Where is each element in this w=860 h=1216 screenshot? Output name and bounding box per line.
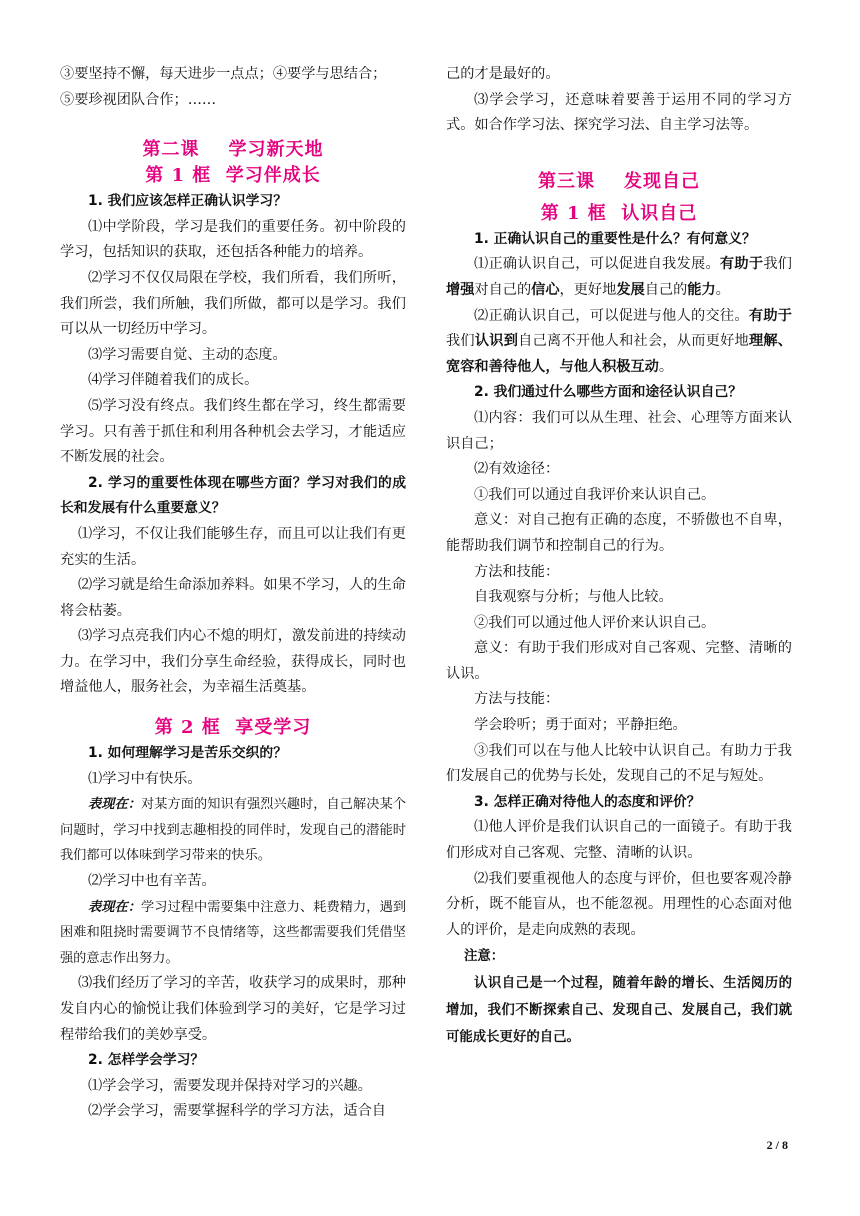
bold-span: 信心 bbox=[531, 281, 560, 298]
text-span: 。 bbox=[715, 281, 730, 298]
example-label: 表现在： bbox=[88, 797, 142, 813]
answer-paragraph: ⑶我们经历了学习的辛苦，收获学习的成果时，那种发自内心的愉悦让我们体验到学习的美好，它是学习过程带给我们的美妙享受。 bbox=[60, 975, 406, 1043]
bold-span: 增强 bbox=[446, 281, 475, 298]
text-span: ，更好地 bbox=[559, 281, 617, 298]
question-heading: 1. 如何理解学习是苦乐交织的？ bbox=[88, 745, 288, 762]
intro-line-2: ⑤要珍视团队合作；…… bbox=[60, 91, 217, 108]
right-column bbox=[446, 62, 792, 1051]
example-text: 对某方面的知识有强烈兴趣时，自己解决某个问题时，学习中找到志趣相投的同伴时，发现自己的潜能时我们都可以体味到学习带来的快乐。 bbox=[60, 797, 407, 864]
answer-paragraph: 方法与技能： bbox=[474, 691, 560, 708]
answer-paragraph: ⑶学习需要自觉、主动的态度。 bbox=[88, 346, 287, 363]
answer-paragraph: ⑴他人评价是我们认识自己的一面镜子。有助于我们形成对自己客观、完整、清晰的认识。 bbox=[446, 819, 792, 862]
answer-paragraph: ⑶学会学习，还意味着要善于运用不同的学习方式。如合作学习法、探究学习法、自主学习法等。 bbox=[446, 91, 792, 134]
text-span: ⑵正确认识自己，可以促进与他人的交往。 bbox=[474, 307, 749, 324]
answer-paragraph bbox=[446, 252, 792, 303]
answer-paragraph: ⑷学习伴随着我们的成长。 bbox=[88, 372, 259, 389]
left-column bbox=[60, 62, 406, 1125]
answer-paragraph: ⑵学会学习，需要掌握科学的学习方法，适合自 bbox=[88, 1103, 386, 1120]
answer-paragraph: ⑴学会学习，需要发现并保持对学习的兴趣。 bbox=[88, 1077, 372, 1094]
bold-span: 有助于 bbox=[748, 307, 792, 324]
answer-paragraph: ①我们可以通过自我评价来认识自己。 bbox=[474, 486, 716, 503]
answer-paragraph: ⑵我们要重视他人的态度与评价，但也要客观冷静分析，既不能盲从，也不能忽视。用理性的心态面对他人的评价，是走向成熟的表现。 bbox=[446, 870, 792, 938]
question-heading: 2. 怎样学会学习？ bbox=[88, 1052, 205, 1069]
text-span: 对自己的 bbox=[474, 281, 532, 298]
example-paragraph bbox=[60, 895, 406, 972]
bold-span: 理解、宽容和善待他人，与他人积极互动 bbox=[446, 333, 792, 375]
answer-paragraph: ⑴中学阶段，学习是我们的重要任务。初中阶段的学习，包括知识的获取，还包括各种能力的培养。 bbox=[60, 218, 406, 261]
answer-paragraph bbox=[446, 304, 792, 381]
lesson-3-title: 第三课 发现自己 bbox=[537, 170, 701, 192]
note-label: 注意： bbox=[464, 949, 505, 965]
answer-paragraph: ⑸学习没有终点。我们终生都在学习，终生都需要学习。只有善于抓住和利用各种机会去学习，才能适应不断发展的社会。 bbox=[60, 397, 406, 466]
answer-paragraph: ⑴学习，不仅让我们能够生存，而且可以让我们有更充实的生活。 bbox=[60, 525, 406, 568]
text-span: ⑴正确认识自己，可以促进自我发展。 bbox=[474, 256, 720, 273]
text-span: 自己离不开他人和社会，从而更好地 bbox=[518, 333, 749, 350]
answer-paragraph: 意义：有助于我们形成对自己客观、完整、清晰的认识。 bbox=[446, 640, 792, 682]
answer-paragraph: ⑵学习不仅仅局限在学校，我们所看，我们所听，我们所尝，我们所触，我们所做，都可以是学习。我们可以从一切经历中学习。 bbox=[60, 269, 406, 338]
question-heading: 3. 怎样正确对待他人的态度和评价？ bbox=[474, 793, 701, 810]
text-span: 我们 bbox=[763, 256, 792, 273]
answer-paragraph: ⑴内容：我们可以从生理、社会、心理等方面来认识自己； bbox=[446, 409, 792, 452]
bold-span: 发展 bbox=[616, 281, 645, 298]
lesson-2-title: 第二课 学习新天地 bbox=[142, 139, 324, 161]
answer-paragraph: ⑶学习点亮我们内心不熄的明灯，激发前进的持续动力。在学习中，我们分享生命经验，获得成长，同时也增益他人，服务社会，为幸福生活奠基。 bbox=[60, 628, 406, 696]
answer-paragraph: ⑴学习中有快乐。 bbox=[88, 770, 202, 787]
text-span: 。 bbox=[658, 358, 674, 375]
question-heading: 2. 学习的重要性体现在哪些方面？学习对我们的成长和发展有什么重要意义？ bbox=[60, 474, 406, 517]
example-label: 表现在： bbox=[88, 899, 142, 915]
answer-paragraph: ②我们可以通过他人评价来认识自己。 bbox=[474, 614, 716, 631]
answer-paragraph: ⑵学习中也有辛苦。 bbox=[88, 873, 216, 890]
example-paragraph bbox=[60, 792, 406, 869]
text-span: 自己的 bbox=[644, 281, 688, 298]
bold-span: 能力 bbox=[687, 281, 716, 298]
example-text: 学习过程中需要集中注意力、耗费精力，遇到困难和阻挠时需要调节不良情绪等，这些都需要我们凭借坚强的意志作出努力。 bbox=[60, 899, 407, 966]
continued-line: 己的才是最好的。 bbox=[446, 66, 560, 82]
answer-paragraph: 方法和技能： bbox=[474, 563, 560, 580]
answer-paragraph: ⑵学习就是给生命添加养料。如果不学习，人的生命将会枯萎。 bbox=[60, 577, 406, 619]
page-number: 2 / 8 bbox=[766, 1138, 788, 1152]
note-text: 认识自己是一个过程，随着年龄的增长、生活阅历的增加，我们不断探索自己、发现自己、发展自己，我们就可能成长更好的自己。 bbox=[446, 976, 792, 1046]
answer-paragraph: 意义：对自己抱有正确的态度，不骄傲也不自卑，能帮助我们调节和控制自己的行为。 bbox=[446, 512, 792, 554]
intro-line-1: ③要坚持不懈，每天进步一点点；④要学与思结合； bbox=[60, 66, 387, 82]
answer-paragraph: ③我们可以在与他人比较中认识自己。有助力于我们发展自己的优势与长处，发现自己的不足与短处。 bbox=[446, 742, 792, 785]
answer-paragraph: ⑵有效途径： bbox=[474, 461, 560, 478]
question-heading: 2. 我们通过什么哪些方面和途径认识自己？ bbox=[474, 384, 742, 401]
lesson-2-frame-2-title: 第 2 框 享受学习 bbox=[154, 717, 312, 739]
answer-paragraph: 自我观察与分析；与他人比较。 bbox=[474, 589, 673, 606]
lesson-3-frame-1-title: 第 1 框 认识自己 bbox=[540, 202, 698, 224]
text-span: 我们 bbox=[446, 333, 475, 350]
question-heading: 1. 我们应该怎样正确认识学习？ bbox=[88, 193, 288, 210]
lesson-2-frame-1-title: 第 1 框 学习伴成长 bbox=[145, 165, 321, 187]
question-heading: 1. 正确认识自己的重要性是什么？有何意义？ bbox=[474, 230, 756, 247]
bold-span: 有助于 bbox=[719, 256, 764, 273]
bold-span: 认识到 bbox=[474, 333, 519, 350]
answer-paragraph: 学会聆听；勇于面对；平静拒绝。 bbox=[474, 717, 687, 734]
